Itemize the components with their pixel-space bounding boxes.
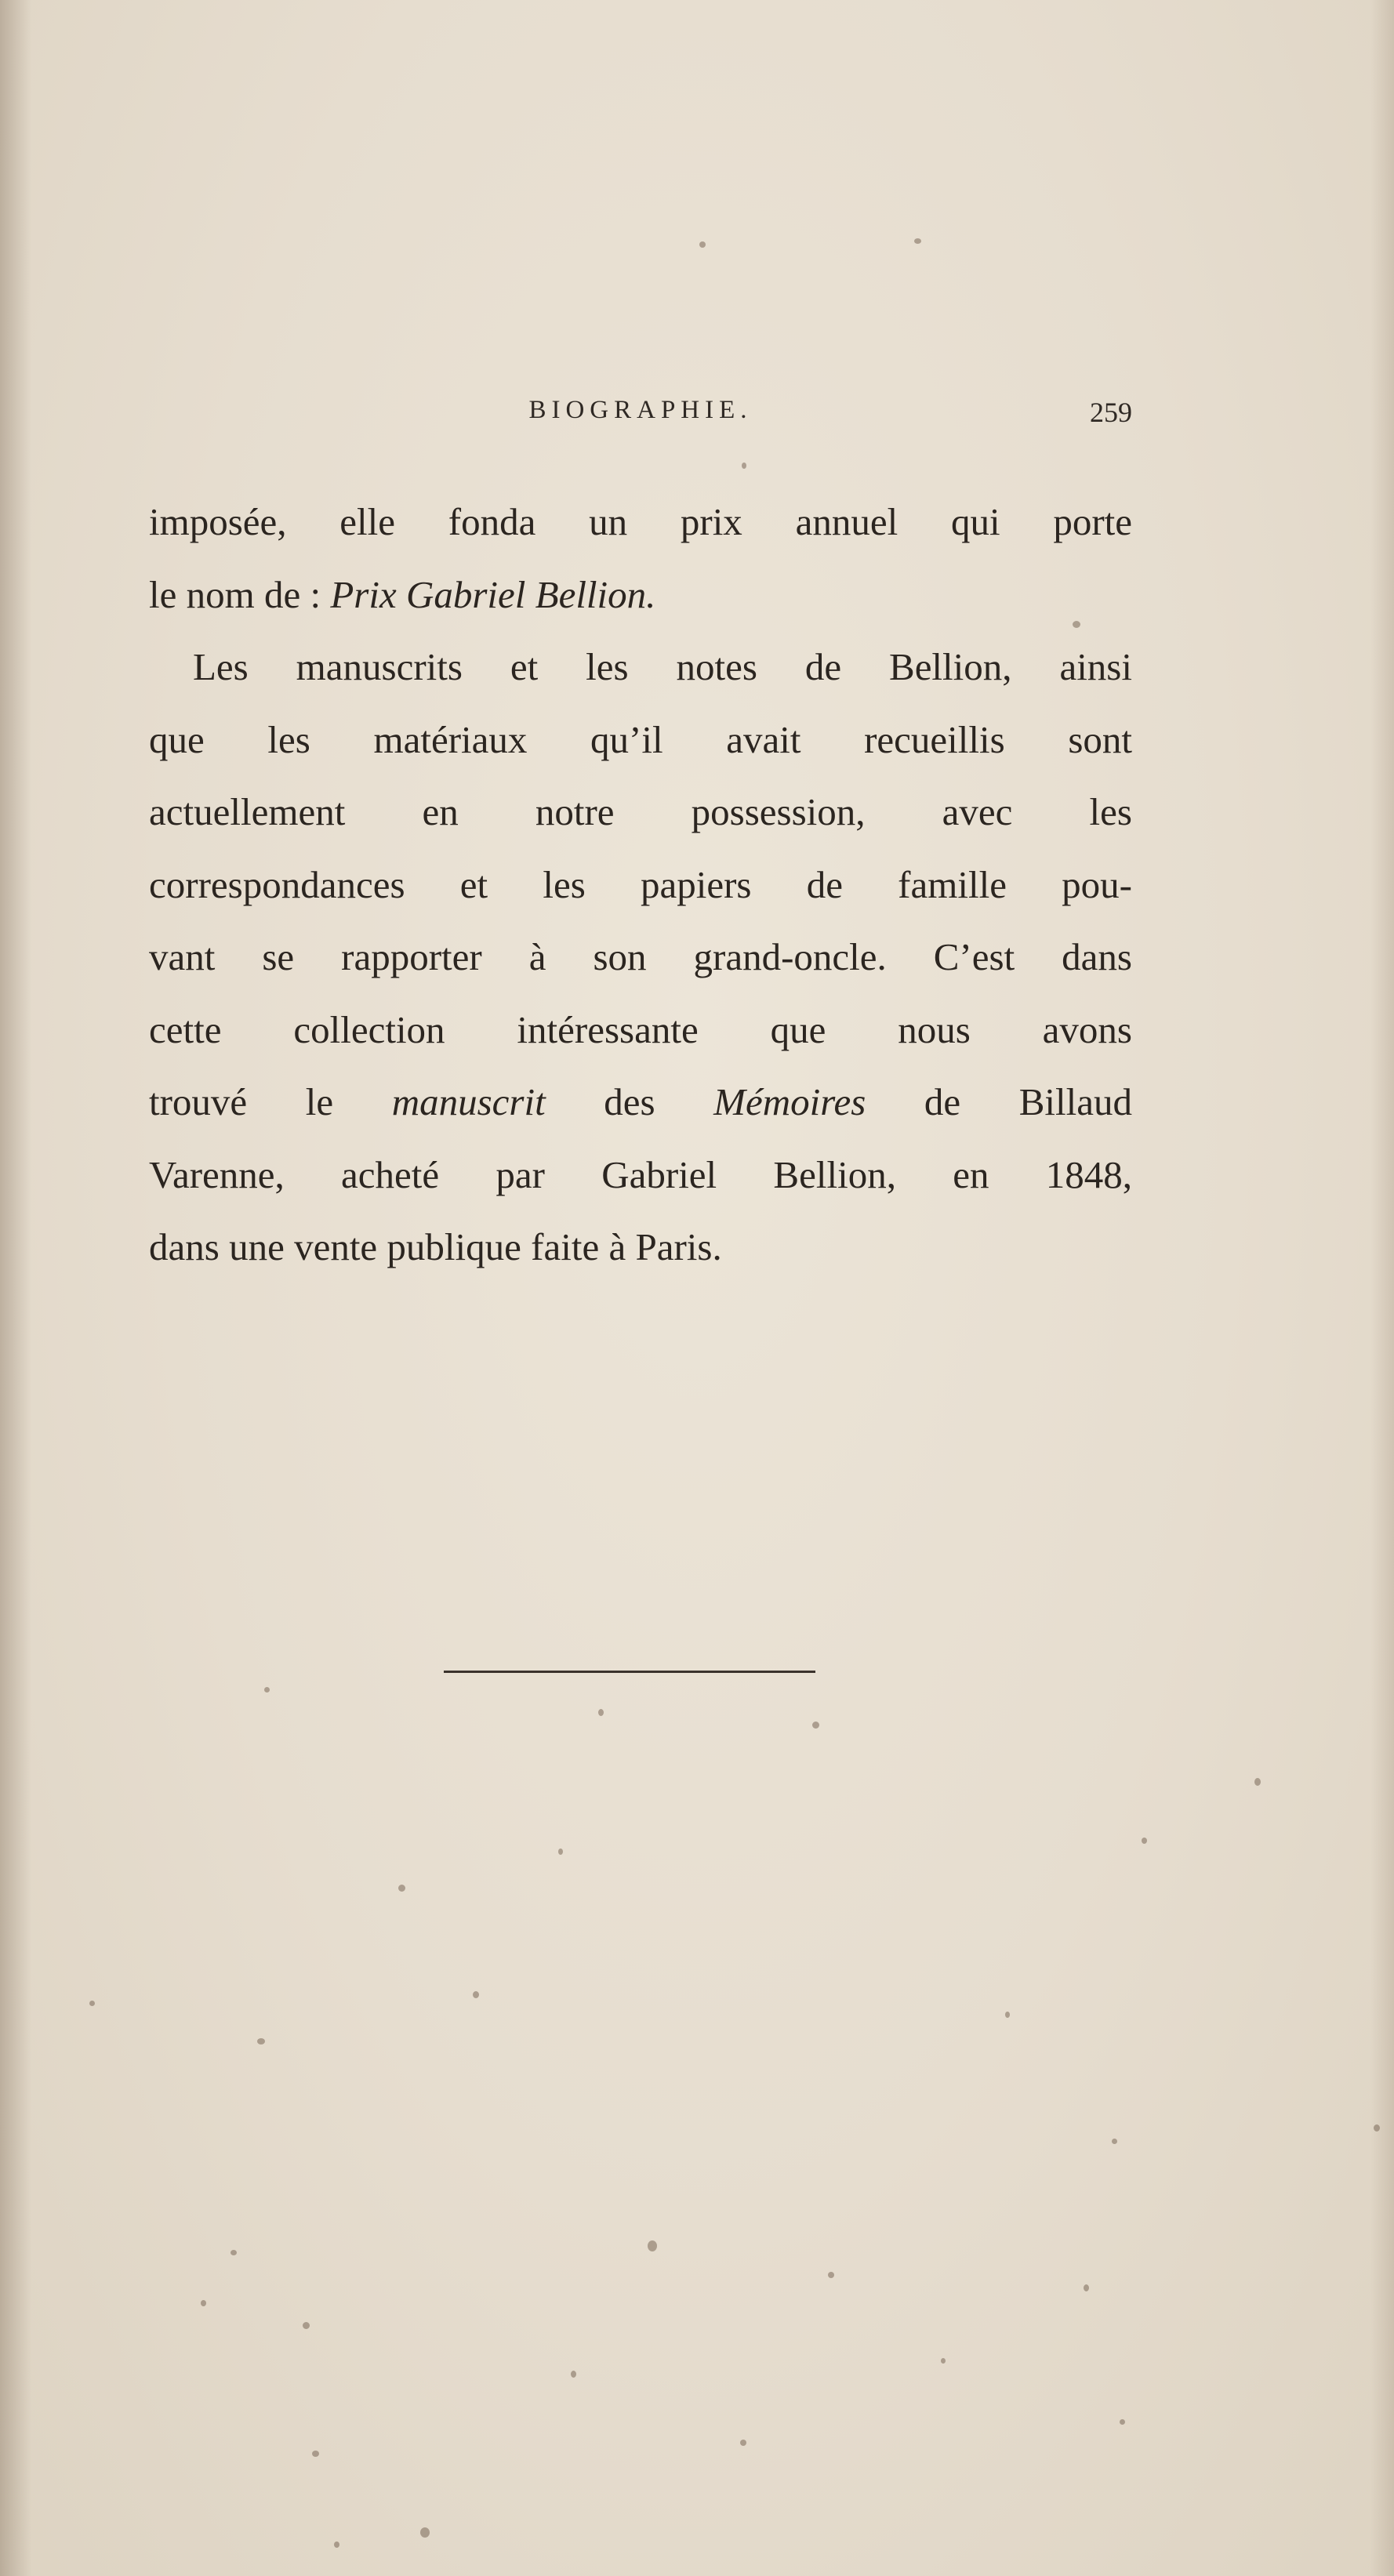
running-head-title: BIOGRAPHIE.: [528, 396, 753, 424]
speck: [1084, 2284, 1089, 2291]
speck: [699, 241, 706, 248]
speck: [398, 1885, 405, 1892]
speck: [828, 2272, 834, 2278]
end-rule: [444, 1671, 815, 1673]
text-span: trouvé le: [149, 1080, 392, 1123]
text-line: Varenne, acheté par Gabriel Bellion, en 1848,: [149, 1152, 1132, 1196]
speck: [558, 1849, 563, 1855]
speck: [1254, 1778, 1261, 1786]
speck: [89, 2001, 95, 2006]
speck: [334, 2542, 339, 2548]
text-span: le nom de :: [149, 572, 331, 616]
italic-span: Prix Gabriel Bellion.: [330, 572, 656, 616]
speck: [257, 2038, 265, 2044]
speck: [1142, 1838, 1147, 1844]
text-span: de Billaud: [866, 1080, 1132, 1123]
running-head: [149, 396, 1132, 443]
speck: [1374, 2124, 1380, 2132]
speck: [648, 2240, 657, 2251]
speck: [571, 2371, 576, 2378]
text-line: Les manuscrits et les notes de Bellion, ainsi: [193, 645, 1132, 688]
speck: [231, 2250, 237, 2255]
speck: [420, 2527, 430, 2538]
speck: [312, 2451, 319, 2457]
speck: [1005, 2012, 1010, 2018]
italic-span: manuscrit: [391, 1080, 546, 1123]
body-text: [149, 486, 1132, 1284]
speck: [303, 2322, 310, 2329]
speck: [742, 463, 746, 469]
text-line: imposée, elle fonda un prix annuel qui porte: [149, 500, 1132, 543]
speck: [264, 1687, 270, 1693]
speck: [1112, 2139, 1117, 2144]
speck: [941, 2358, 946, 2364]
text-line: cette collection intéressante que nous avons: [149, 1007, 1132, 1051]
page-edge-shadow-right: [1370, 0, 1394, 2576]
text-line: dans une vente publique faite à Paris.: [149, 1225, 722, 1268]
text-line: que les matériaux qu’il avait recueillis sont: [149, 717, 1132, 761]
italic-span: Mémoires: [713, 1080, 866, 1123]
text-line: correspondances et les papiers de famille pou-: [149, 862, 1132, 906]
speck: [740, 2440, 746, 2446]
speck: [812, 1722, 819, 1729]
speck: [914, 238, 921, 244]
page-edge-shadow: [0, 0, 31, 2576]
speck: [1120, 2419, 1125, 2425]
text-line: [149, 1066, 1132, 1139]
speck: [473, 1991, 479, 1998]
text-line: [149, 559, 1132, 632]
text-span: des: [545, 1080, 714, 1123]
text-line: vant se rapporter à son grand-oncle. C’est dans: [149, 935, 1132, 978]
text-line: actuellement en notre possession, avec les: [149, 790, 1132, 833]
speck: [1073, 621, 1080, 628]
page-number: 259: [1090, 397, 1132, 428]
speck: [201, 2300, 206, 2306]
speck: [598, 1709, 604, 1716]
